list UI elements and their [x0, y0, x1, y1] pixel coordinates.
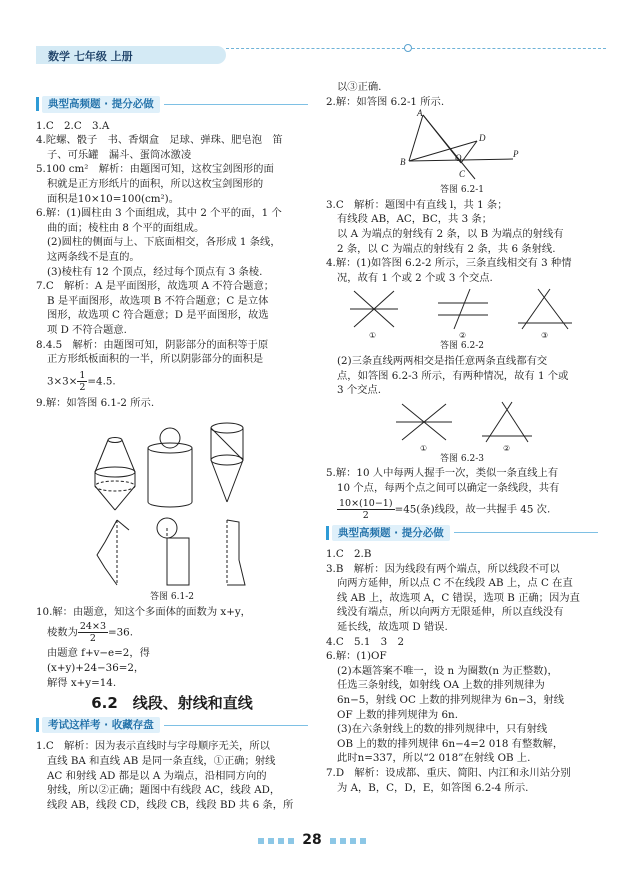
right-column: [326, 80, 598, 795]
figure-pairwise-intersect: [382, 398, 542, 452]
svg-text:②: ②: [503, 443, 511, 452]
answer-line: AC 和射线 AD 都是以 A 为端点，沿相同方向的: [47, 769, 267, 782]
answer-line: 4.解：(1)如答图 6.2-2 所示，三条直线相交有 3 种情: [326, 257, 572, 270]
answer-line: 直线 BA 和直线 AB 是同一条直线，①正确；射线: [47, 755, 276, 768]
answer-line: 3.B 解析：因为线段有两个端点，所以线段不可以: [326, 562, 560, 575]
svg-text:③: ③: [541, 331, 549, 340]
answer-line: 4.陀螺、骰子 书、香烟盒 足球、弹珠、肥皂泡 笛: [36, 134, 283, 147]
section-header-frequent: [36, 96, 308, 113]
answer-line: 线没有端点，所以向两方无限延伸，所以直线没有: [337, 606, 564, 619]
answer-line: 1.C 解析：因为表示直线时与字母顺序无关，所以: [36, 740, 270, 753]
answer-line: (3)在六条射线上的数的排列规律中，只有射线: [337, 723, 548, 736]
answer-line: 由题意 f+v−e=2，得: [47, 647, 150, 660]
formula-line: $\frac{10\times(10-1)}{2}$ =45(条)线段，故一共握手 45 次.: [339, 497, 551, 521]
answer-line: 射线，所以②正确；题图中有线段 AC，线段 AD，: [47, 784, 281, 797]
section-label: 典型高频题 · 提分必做: [42, 96, 160, 113]
answer-line: 5.100 cm² 解析：由题图可知，这枚宝剑图形的面: [36, 163, 274, 176]
answer-line: 延长线，故选项 D 错误.: [337, 621, 448, 634]
answer-line: 以 A 为端点的射线有 2 条，以 B 为端点的射线有: [337, 227, 564, 240]
svg-text:O: O: [455, 153, 462, 164]
section-header-exam: [36, 717, 308, 734]
answer-line: 线段 AB，线段 CD，线段 CB，线段 BD 共 6 条，所: [47, 798, 294, 811]
answer-line: 10 个点，每两个点之间可以确定一条线段，共有: [337, 481, 560, 494]
answer-line: 项 D 不符合题意.: [47, 323, 127, 336]
answer-line: 此时n=337，所以“2 018”在射线 OB 上.: [337, 752, 531, 765]
answer-line: (x+y)+24−36=2，: [47, 662, 145, 675]
svg-text:B: B: [400, 157, 406, 168]
chapter-title: 6.2 线段、射线和直线: [91, 694, 253, 713]
answer-line: 为 A，B，C，D，E，如答图 6.2-4 所示.: [337, 781, 529, 794]
answer-line: 线 AB 上，故选项 A，C 错误，选项 B 正确；因为直: [337, 591, 580, 604]
figure-caption: 答图 6.2-1: [440, 185, 484, 196]
answer-line: 5.解：10 人中每两人握手一次，类似一条直线上有: [326, 467, 559, 480]
fraction: $\frac{24\times 3}{2}$: [79, 621, 106, 645]
answer-line: 2.解：如答图 6.2-1 所示.: [326, 95, 445, 108]
answer-line: 1.C 2.B: [326, 548, 372, 561]
answer-line: 子、可乐罐 漏斗、蛋筒冰激凌: [47, 148, 192, 161]
answer-line: (3)棱柱有 12 个顶点，经过每个顶点有 3 条棱.: [47, 265, 263, 278]
answer-line: 点，如答图 6.2-3 所示，有两种情况，故有 1 个或: [337, 369, 569, 382]
answer-line: 向两方延伸，所以点 C 不在线段 AB 上，点 C 在直: [337, 577, 573, 590]
answer-line: 积就是正方形纸片的面积，所以这枚宝剑图形的: [47, 177, 264, 190]
answer-line: 3.C 解析：题图中有直线 l，共 1 条；: [326, 198, 508, 211]
formula-line: 3×3× $\frac{1}{2}$ =4.5.: [47, 369, 116, 393]
answer-line: 这两条线不是直的。: [47, 250, 140, 263]
answer-line: 解得 x+y=14.: [47, 676, 117, 689]
answer-line: OB 上的数的排列规律 6n−4=2 018 有整数解，: [337, 737, 564, 750]
figure-solids: [87, 410, 257, 590]
fraction: $\frac{1}{2}$: [79, 369, 86, 393]
answer-line: 6.解：(1)OF: [326, 650, 387, 663]
answer-line: 10.解：由题意，知这个多面体的面数为 x+y，: [36, 605, 251, 618]
answer-line: 1.C 2.C 3.A: [36, 119, 110, 132]
answer-line: 8.4.5 解析：由题图可知，阴影部分的面积等于原: [36, 338, 269, 351]
section-label: 典型高频题 · 提分必做: [332, 525, 450, 542]
answer-line: 图形，故选项 C 符合题意；D 是平面图形，故选: [47, 309, 269, 322]
answer-line: 曲的面；棱柱由 8 个平的面组成。: [47, 221, 205, 234]
answer-line: OF 上数的排列规律为 6n.: [337, 708, 458, 721]
fraction: $\frac{10\times(10-1)}{2}$: [339, 497, 393, 521]
book-title: 数学 七年级 上册: [48, 50, 133, 63]
header-dot: [404, 44, 412, 52]
answer-line: 面积是10×10=100(cm²)。: [47, 192, 179, 205]
answer-line: 有线段 AB，AC，BC，共 3 条；: [337, 213, 492, 226]
svg-text:P: P: [513, 149, 519, 160]
svg-text:A: A: [417, 109, 423, 119]
header-rule: [226, 48, 606, 49]
answer-line: 正方形纸板面积的一半，所以阴影部分的面积是: [47, 353, 264, 366]
section-label: 考试这样考 · 收藏存盘: [42, 717, 160, 734]
answer-line: (2)本题答案不唯一，设 n 为圈数(n 为正整数)，: [337, 664, 558, 677]
answer-line: 7.D 解析：设成都、重庆、简阳、内江和永川站分别: [326, 767, 571, 779]
figure-lines-abcdop: [397, 109, 527, 183]
section-header-frequent: [326, 525, 598, 542]
answer-line: B 是平面图形，故选项 B 不符合题意；C 是立体: [47, 294, 269, 307]
answer-line: 况，故有 1 个或 2 个或 3 个交点.: [337, 271, 493, 284]
left-column: [36, 92, 308, 812]
answer-line: (2)圆柱的侧面与上、下底面相交，各形成 1 条线，: [47, 236, 281, 249]
answer-line: (2)三条直线两两相交是指任意两条直线都有交: [337, 354, 548, 367]
answer-line: 以③正确.: [337, 81, 382, 93]
figure-caption: 答图 6.1-2: [150, 592, 194, 603]
answer-line: 7.C 解析：A 是平面图形，故选项 A 不符合题意；: [36, 280, 275, 293]
answer-line: 3 个交点.: [337, 384, 381, 397]
answer-line: 任选三条射线，如射线 OA 上数的排列规律为: [337, 679, 545, 692]
svg-text:C: C: [459, 169, 466, 180]
answer-line: 4.C 5.1 3 2: [326, 635, 405, 648]
answer-line: 6.解：(1)圆柱由 3 个面组成，其中 2 个平的面，1 个: [36, 207, 282, 220]
svg-text:①: ①: [369, 331, 377, 340]
svg-text:①: ①: [420, 443, 428, 452]
answer-line: 2 条，以 C 为端点的射线有 2 条，共 6 条射线.: [337, 242, 556, 255]
formula-line: 棱数为 $\frac{24\times 3}{2}$ =36.: [47, 621, 133, 645]
figure-caption: 答图 6.2-3: [440, 453, 484, 464]
figure-caption: 答图 6.2-2: [440, 341, 484, 352]
svg-text:D: D: [479, 133, 486, 144]
answer-line: 6n−5，射线 OC 上数的排列规律为 6n−3，射线: [337, 694, 565, 707]
answer-line: 9.解：如答图 6.1-2 所示.: [36, 396, 155, 409]
page-number: 28: [302, 832, 322, 848]
figure-three-lines-cases: [342, 285, 582, 339]
svg-text:②: ②: [459, 331, 467, 340]
